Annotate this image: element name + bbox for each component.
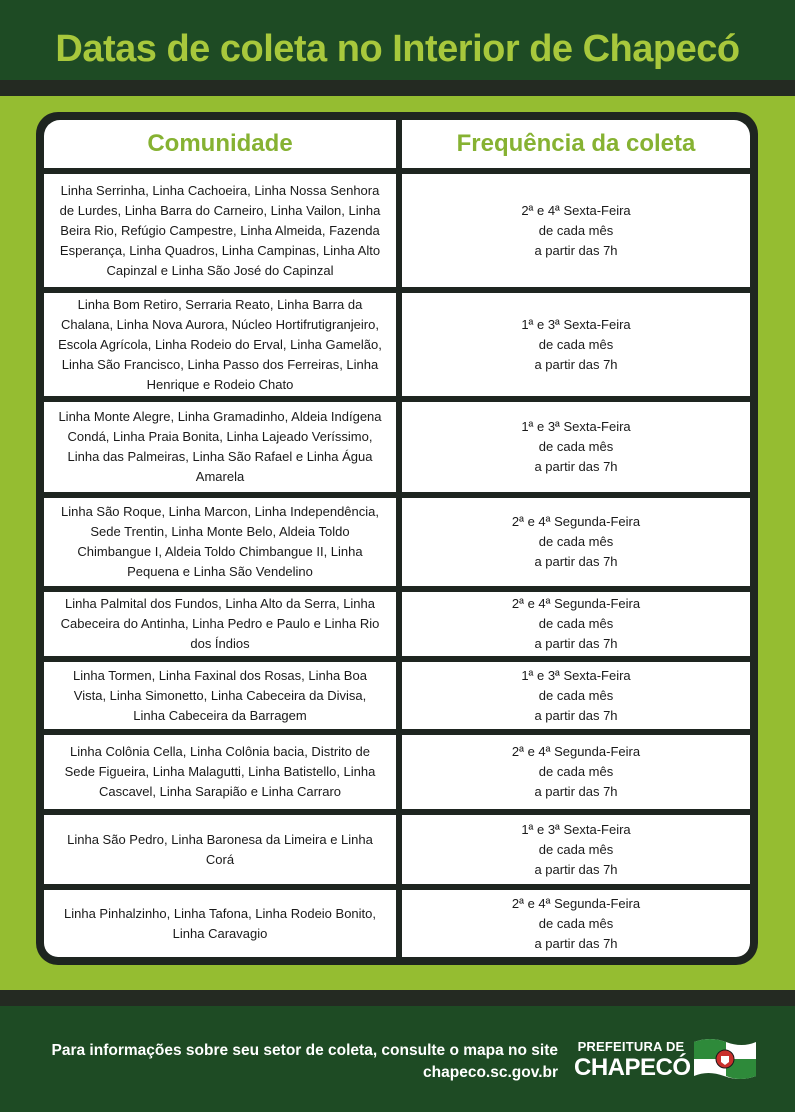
frequency-time: a partir das 7h	[534, 356, 618, 372]
frequency-month: de cada mês	[538, 336, 614, 352]
frequency-time: a partir das 7h	[534, 636, 618, 651]
frequency-month: de cada mês	[538, 534, 614, 549]
frequency-month: de cada mês	[538, 764, 614, 779]
table-row-community: Linha Bom Retiro, Serraria Reato, Linha Barra da Chalana, Linha Nova Aurora, Núcleo Hortifrutigranjeiro, Escola Agrícola, Linha Rodeio do Erval, Linha Gamelão, Linha São Francisco, Linha Passo dos Ferreiras, Linha Henrique e Rodeio Chato	[44, 293, 396, 396]
frequency-days: 1ª e 3ª Sexta-Feira	[521, 821, 631, 837]
frequency-days: 2ª e 4ª Segunda-Feira	[511, 895, 641, 911]
frequency-month: de cada mês	[538, 841, 614, 857]
table-row-community: Linha São Roque, Linha Marcon, Linha Independência, Sede Trentin, Linha Monte Belo, Aldeia Toldo Chimbangue I, Aldeia Toldo Chimbangue II, Linha Pequena e Linha São Vendelino	[44, 498, 396, 586]
collection-schedule-table	[36, 112, 758, 965]
top-divider-band	[0, 80, 795, 96]
prefeitura-logo	[574, 1039, 691, 1081]
frequency-time: a partir das 7h	[534, 861, 618, 877]
frequency-days: 2ª e 4ª Segunda-Feira	[511, 596, 641, 611]
table-row-frequency	[402, 592, 750, 656]
chapeco-flag-icon	[690, 1036, 758, 1082]
frequency-days: 1ª e 3ª Sexta-Feira	[521, 316, 631, 332]
column-header-frequency: Frequência da coleta	[402, 120, 750, 168]
table-row-frequency	[402, 890, 750, 957]
table-row-community: Linha Pinhalzinho, Linha Tafona, Linha Rodeio Bonito, Linha Caravagio	[44, 890, 396, 957]
frequency-month: de cada mês	[538, 616, 614, 631]
frequency-time: a partir das 7h	[534, 554, 618, 569]
table-row-frequency	[402, 293, 750, 396]
footer-site-link[interactable]: chapeco.sc.gov.br	[423, 1064, 558, 1081]
frequency-days: 2ª e 4ª Segunda-Feira	[511, 514, 641, 529]
table-row-frequency	[402, 815, 750, 884]
frequency-time: a partir das 7h	[534, 784, 618, 799]
bottom-divider-band	[0, 990, 795, 1006]
page-title: Datas de coleta no Interior de Chapecó	[55, 28, 740, 70]
frequency-month: de cada mês	[538, 439, 614, 454]
table-row-frequency	[402, 174, 750, 287]
frequency-time: a partir das 7h	[534, 707, 618, 723]
frequency-days: 1ª e 3ª Sexta-Feira	[521, 667, 631, 683]
frequency-days: 1ª e 3ª Sexta-Feira	[521, 419, 631, 434]
frequency-days: 2ª e 4ª Segunda-Feira	[511, 744, 641, 759]
footer-info	[20, 1040, 558, 1084]
logo-line-prefeitura: PREFEITURA DE	[577, 1039, 685, 1054]
table-row-community: Linha Serrinha, Linha Cachoeira, Linha Nossa Senhora de Lurdes, Linha Barra do Carneiro, Linha Vailon, Linha Beira Rio, Refúgio Campestre, Linha Almeida, Fazenda Esperança, Linha Quadros, Linha Campinas, Linha Alto Capinzal e Linha São José do Capinzal	[44, 174, 396, 287]
table-row-community: Linha São Pedro, Linha Baronesa da Limeira e Linha Corá	[44, 815, 396, 884]
frequency-month: de cada mês	[538, 687, 614, 703]
frequency-days: 2ª e 4ª Sexta-Feira	[521, 202, 631, 218]
table-row-frequency	[402, 402, 750, 492]
frequency-time: a partir das 7h	[534, 459, 618, 474]
table-row-frequency	[402, 498, 750, 586]
frequency-month: de cada mês	[538, 915, 614, 931]
table-row-community: Linha Monte Alegre, Linha Gramadinho, Aldeia Indígena Condá, Linha Praia Bonita, Linha Lajeado Veríssimo, Linha das Palmeiras, Linha São Rafael e Linha Água Amarela	[44, 402, 396, 492]
table-row-frequency	[402, 662, 750, 729]
table-row-community: Linha Palmital dos Fundos, Linha Alto da Serra, Linha Cabeceira do Antinha, Linha Pedro e Paulo e Linha Rio dos Índios	[44, 592, 396, 656]
table-row-frequency	[402, 735, 750, 809]
frequency-time: a partir das 7h	[534, 242, 618, 258]
frequency-time: a partir das 7h	[534, 935, 618, 951]
frequency-month: de cada mês	[538, 222, 614, 238]
column-header-community: Comunidade	[44, 120, 396, 168]
logo-line-chapeco: CHAPECÓ	[574, 1054, 691, 1081]
footer-info-text: Para informações sobre seu setor de coleta, consulte o mapa no site	[51, 1042, 558, 1059]
table-row-community: Linha Tormen, Linha Faxinal dos Rosas, Linha Boa Vista, Linha Simonetto, Linha Cabeceira da Divisa, Linha Cabeceira da Barragem	[44, 662, 396, 729]
table-row-community: Linha Colônia Cella, Linha Colônia bacia, Distrito de Sede Figueira, Linha Malagutti, Linha Batistello, Linha Cascavel, Linha Sarapião e Linha Carraro	[44, 735, 396, 809]
